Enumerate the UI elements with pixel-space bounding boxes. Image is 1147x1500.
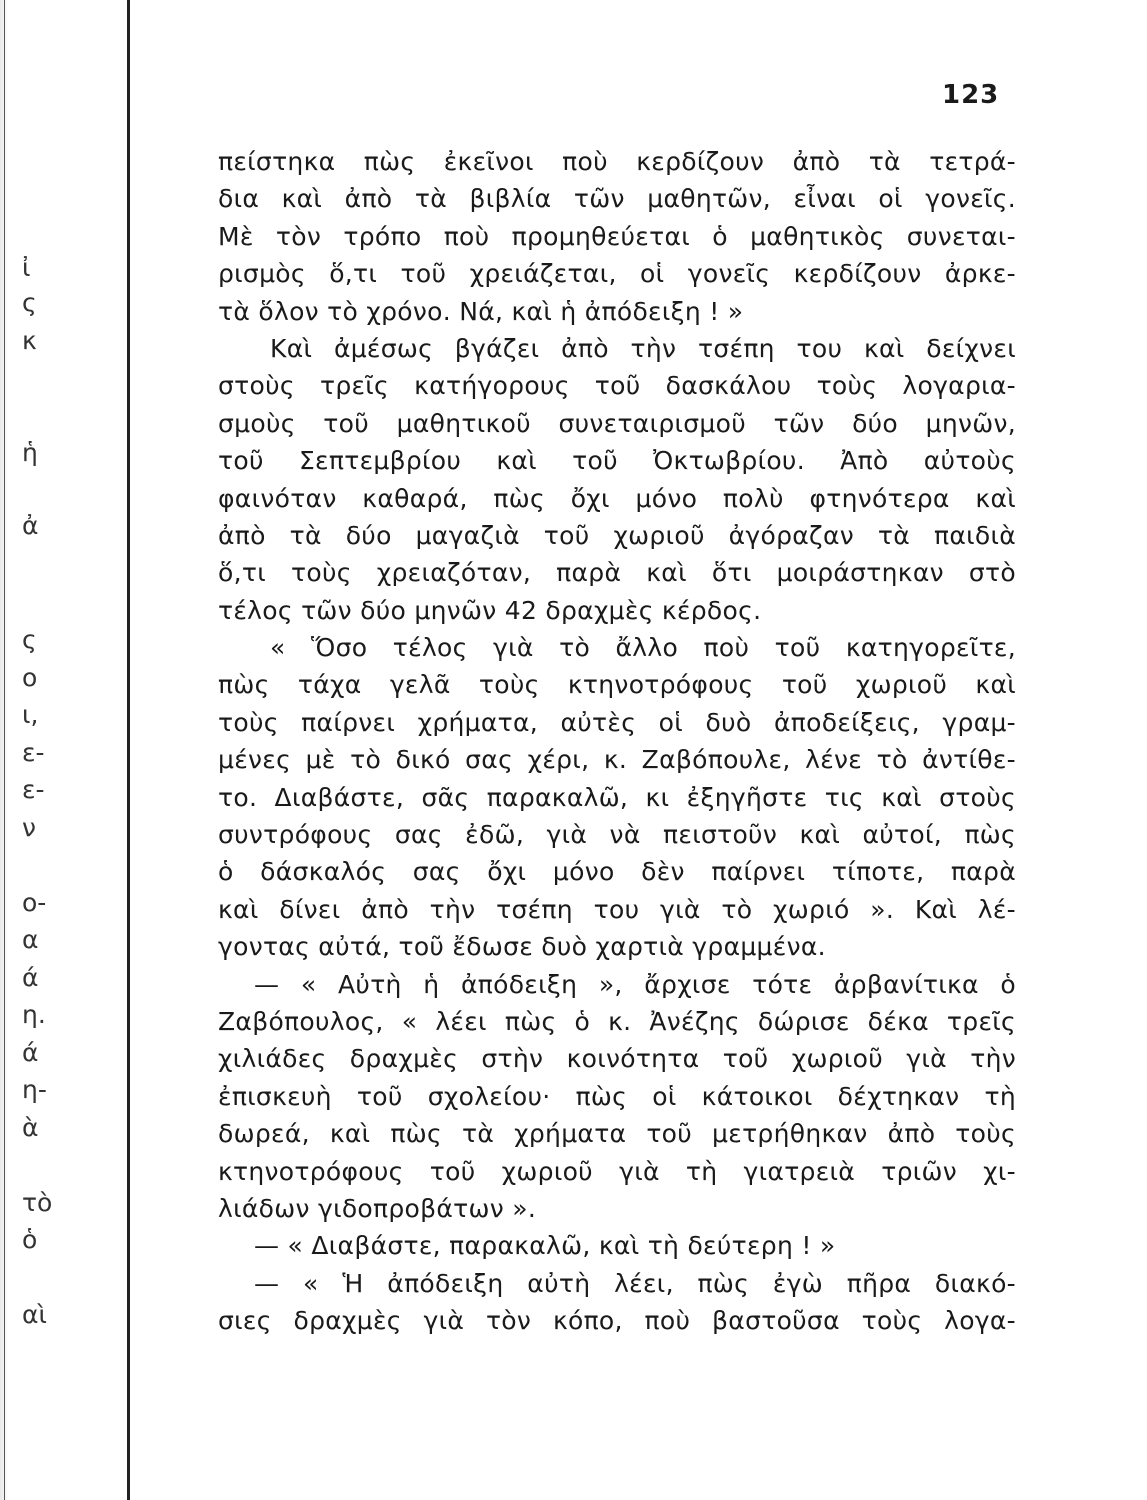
margin-fragment: ά	[22, 963, 39, 992]
text-line: ὅ,τι τοὺς χρειαζόταν, παρὰ καὶ ὅτι μοιράστηκαν στὸ	[218, 558, 1016, 588]
margin-fragment: η-	[22, 1075, 47, 1104]
margin-fragment: α	[22, 925, 39, 954]
margin-fragment: ἡ	[22, 438, 38, 467]
text-line: χιλιάδες δραχμὲς στὴν κοινότητα τοῦ χωριοῦ γιὰ τὴν	[218, 1044, 1016, 1074]
margin-fragment: ἰ	[22, 253, 31, 282]
text-line: πὼς τάχα γελᾶ τοὺς κτηνοτρόφους τοῦ χωριοῦ καὶ	[218, 670, 1016, 700]
margin-fragment: ὰ	[22, 1113, 39, 1142]
text-line: στοὺς τρεῖς κατήγορους τοῦ δασκάλου τοὺς λογαρια-	[218, 371, 1016, 401]
text-line: πείστηκα πὼς ἐκεῖνοι ποὺ κερδίζουν ἀπὸ τὰ τετρά-	[218, 147, 1016, 176]
margin-fragment: ι,	[22, 700, 39, 729]
text-line: Μὲ τὸν τρόπο ποὺ προμηθεύεται ὁ μαθητικὸς συνεται-	[218, 221, 1016, 251]
text-line: δια καὶ ἀπὸ τὰ βιβλία τῶν μαθητῶν, εἶναι οἱ γονεῖς.	[218, 184, 1016, 214]
margin-fragment: ο-	[22, 888, 47, 917]
margin-fragment: ε-	[22, 775, 45, 804]
text-line: λιάδων γιδοπροβάτων ».	[218, 1193, 537, 1223]
text-line: — « Αὐτὴ ἡ ἀπόδειξη », ἄρχισε τότε ἀρβανίτικα ὁ	[254, 969, 1016, 999]
text-line: — « Ἡ ἀπόδειξη αὐτὴ λέει, πὼς ἐγὼ πῆρα διακό-	[254, 1268, 1016, 1298]
text-line: τοὺς παίρνει χρήματα, αὐτὲς οἱ δυὸ ἀποδείξεις, γραμ-	[218, 707, 1016, 737]
margin-fragment: ἀ	[22, 511, 39, 540]
text-line: κτηνοτρόφους τοῦ χωριοῦ γιὰ τὴ γιατρειὰ τριῶν χι-	[218, 1156, 1016, 1186]
margin-fragment: κ	[22, 326, 37, 355]
text-line: Ζαβόπουλος, « λέει πὼς ὁ κ. Ἀνέζης δώρισε δέκα τρεῖς	[218, 1006, 1016, 1036]
text-line: ὁ δάσκαλός σας ὄχι μόνο δὲν παίρνει τίποτε, παρὰ	[218, 857, 1016, 887]
text-line: γοντας αὐτά, τοῦ ἔδωσε δυὸ χαρτιὰ γραμμένα.	[218, 932, 826, 962]
margin-fragment: η.	[22, 1000, 46, 1029]
text-line: τοῦ Σεπτεμβρίου καὶ τοῦ Ὀκτωβρίου. Ἀπὸ αὐτοὺς	[218, 446, 1016, 476]
text-line: τέλος τῶν δύο μηνῶν 42 δραχμὲς κέρδος.	[218, 595, 762, 625]
text-line: μένες μὲ τὸ δικό σας χέρι, κ. Ζαβόπουλε, λένε τὸ ἀντίθε-	[218, 745, 1016, 775]
text-line: καὶ δίνει ἀπὸ τὴν τσέπη του γιὰ τὸ χωριό ». Καὶ λέ-	[218, 894, 1016, 924]
text-line: συντρόφους σας ἐδῶ, γιὰ νὰ πειστοῦν καὶ αὐτοί, πὼς	[218, 820, 1016, 850]
text-line: σμοὺς τοῦ μαθητικοῦ συνεταιρισμοῦ τῶν δύο μηνῶν,	[218, 408, 1016, 438]
margin-fragment: ς	[22, 625, 37, 654]
margin-fragment: ς	[22, 288, 37, 317]
body-text	[218, 143, 1016, 1340]
text-line: ἀπὸ τὰ δύο μαγαζιὰ τοῦ χωριοῦ ἀγόραζαν τὰ παιδιὰ	[218, 520, 1016, 550]
text-line: — « Διαβάστε, παρακαλῶ, καὶ τὴ δεύτερη ! »	[254, 1231, 836, 1261]
margin-fragment: ν	[22, 813, 36, 842]
margin-fragment: ά	[22, 1038, 39, 1067]
margin-fragment: ο	[22, 663, 38, 692]
left-page-edge	[4, 0, 5, 1500]
text-line: φαινόταν καθαρά, πὼς ὄχι μόνο πολὺ φτηνότερα καὶ	[218, 483, 1016, 513]
margin-fragment: αὶ	[22, 1300, 47, 1329]
text-line: ἐπισκευὴ τοῦ σχολείου· πὼς οἱ κάτοικοι δέχτηκαν τὴ	[218, 1081, 1016, 1111]
text-line: « Ὅσο τέλος γιὰ τὸ ἄλλο ποὺ τοῦ κατηγορεῖτε,	[270, 633, 1016, 663]
text-line: σιες δραχμὲς γιὰ τὸν κόπο, ποὺ βαστοῦσα τοὺς λογα-	[218, 1306, 1016, 1336]
text-line: Καὶ ἀμέσως βγάζει ἀπὸ τὴν τσέπη του καὶ δείχνει	[270, 333, 1016, 363]
text-line: το. Διαβάστε, σᾶς παρακαλῶ, κι ἐξηγῆστε τις καὶ στοὺς	[218, 782, 1016, 812]
text-line: ρισμὸς ὅ,τι τοῦ χρειάζεται, οἱ γονεῖς κερδίζουν ἀρκε-	[218, 259, 1016, 289]
facing-page-fragments	[22, 0, 82, 1500]
page-number: 123	[942, 80, 1000, 110]
text-line: τὰ ὅλον τὸ χρόνο. Νά, καὶ ἡ ἀπόδειξη ! »	[218, 296, 744, 326]
margin-fragment: ὁ	[22, 1225, 38, 1254]
binding-gutter-line	[127, 0, 130, 1500]
text-line: δωρεά, καὶ πὼς τὰ χρήματα τοῦ μετρήθηκαν ἀπὸ τοὺς	[218, 1119, 1016, 1149]
margin-fragment: τὸ	[22, 1188, 53, 1217]
margin-fragment: ε-	[22, 738, 45, 767]
